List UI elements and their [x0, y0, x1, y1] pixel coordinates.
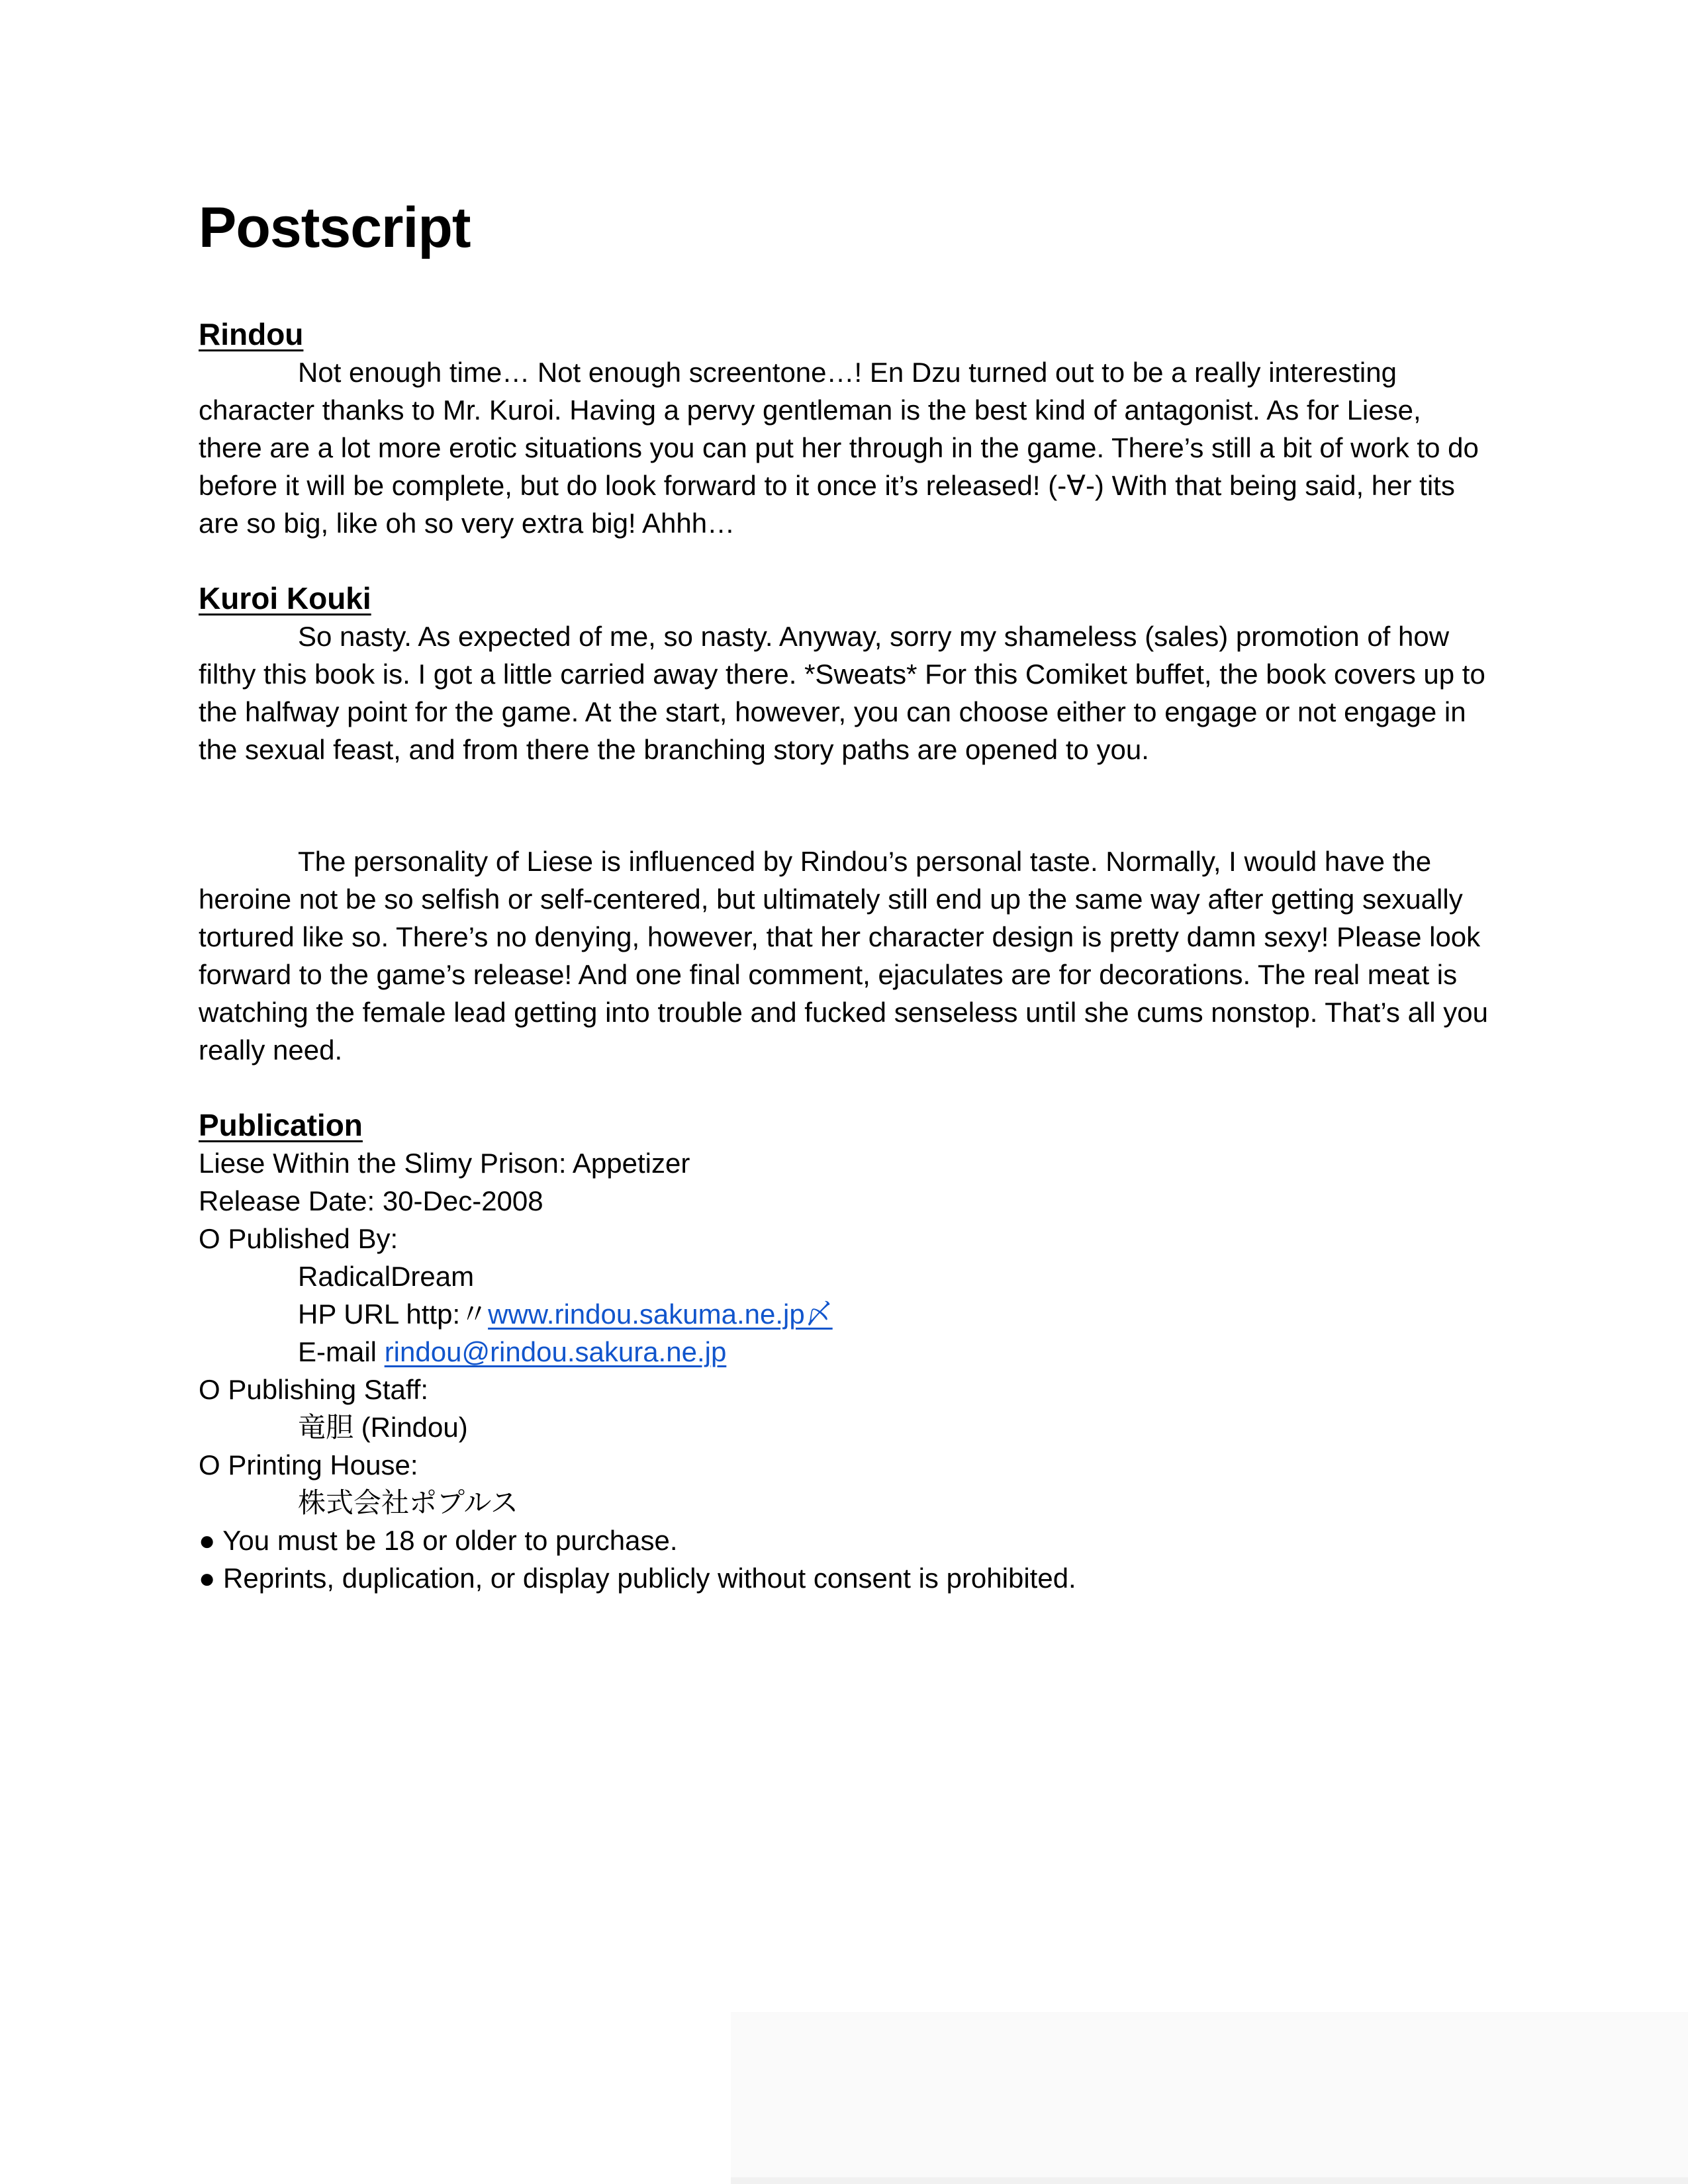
publication-publishing-staff-label: O Publishing Staff: [199, 1374, 429, 1405]
rindou-paragraph: Not enough time… Not enough screentone…! En Dzu turned out to be a really interesting character thanks to Mr. Kuroi. Having a pervy gentleman is the best kind of antagonist. As for Liese, there are a lot more erotic situations you can put her through in the game. There’s still a bit of work to do before it will be complete, but do look forward to it once it’s released! (-∀-) With that being said, her tits are so big, like oh so very extra big! Ahhh… [199, 357, 1479, 539]
section-heading-rindou: Rindou [199, 317, 304, 351]
publication-published-by-label: O Published By: [199, 1223, 399, 1254]
publication-release-date: Release Date: 30-Dec-2008 [199, 1185, 543, 1216]
kuroi-paragraph-1: So nasty. As expected of me, so nasty. Anyway, sorry my shameless (sales) promotion of how filthy this book is. I got a little carried away there. *Sweats* For this Comiket buffet, the book covers up to the halfway point for the game. At the start, however, you can choose either to engage or not engage in the sexual feast, and from there the branching story paths are opened to you. [199, 621, 1485, 765]
email-label: E-mail [298, 1336, 385, 1367]
publication-publisher-name: RadicalDream [298, 1261, 475, 1292]
scan-artifact [731, 2012, 1688, 2184]
section-kuroi-kouki [199, 580, 1489, 1069]
email-link[interactable]: rindou@rindou.sakura.ne.jp [384, 1336, 727, 1367]
publication-book-title: Liese Within the Slimy Prison: Appetizer [199, 1148, 690, 1179]
section-publication [199, 1107, 1489, 1597]
section-rindou [199, 316, 1489, 542]
section-heading-publication: Publication [199, 1108, 363, 1142]
hp-url-link[interactable]: www.rindou.sakuma.ne.jp〆 [488, 1298, 833, 1330]
section-heading-kuroi-kouki: Kuroi Kouki [199, 581, 371, 615]
notice-reprint-prohibition: ● Reprints, duplication, or display publicly without consent is prohibited. [199, 1563, 1076, 1594]
publication-printing-house-label: O Printing House: [199, 1449, 418, 1480]
publication-hp-url-line [199, 1295, 1489, 1333]
notice-age-restriction: ● You must be 18 or older to purchase. [199, 1525, 678, 1556]
publication-staff-name: 竜胆 (Rindou) [298, 1412, 468, 1443]
page-title: Postscript [199, 196, 471, 259]
hp-url-label: HP URL http:〃 [298, 1298, 489, 1330]
kuroi-paragraph-2: The personality of Liese is influenced by Rindou’s personal taste. Normally, I would have the heroine not be so selfish or self-centered, but ultimately still end up the same way after getting sexually tortured like so. There’s no denying, however, that her character design is pretty damn sexy! Please look forward to the game’s release! And one final comment, ejaculates are for decorations. The real meat is watching the female lead getting into trouble and fucked senseless until she cums nonstop. That’s all you really need. [199, 846, 1488, 1066]
publication-email-line [199, 1333, 1489, 1371]
publication-printer-name: 株式会社ポプルス [298, 1487, 519, 1518]
scan-artifact-edge [731, 2177, 1688, 2184]
